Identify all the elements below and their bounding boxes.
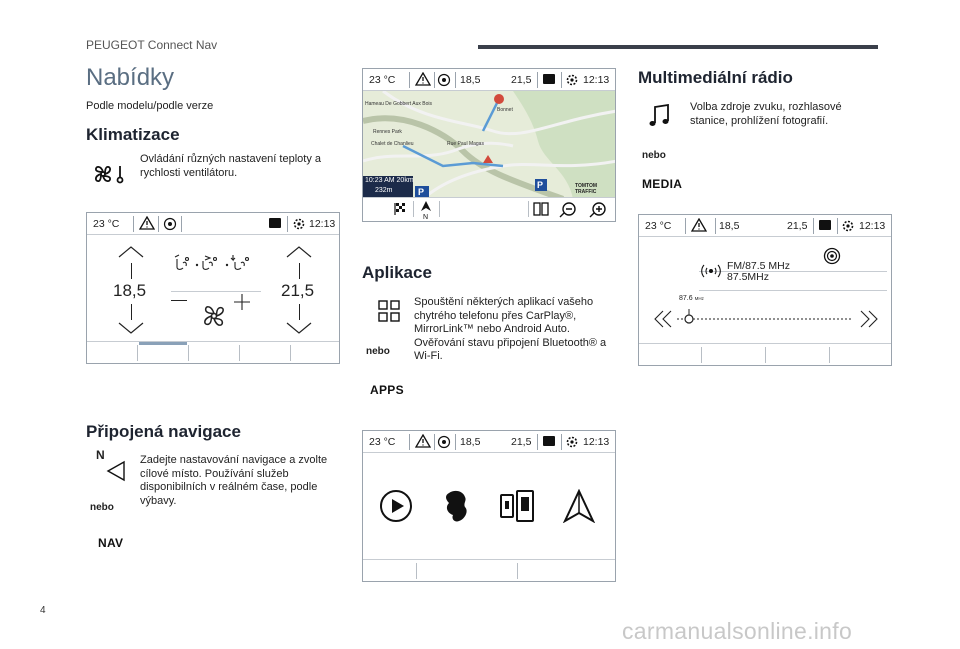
right-temp-value: 21,5 [281, 281, 315, 300]
right-temp-down-icon[interactable] [285, 321, 313, 335]
left-temp-down-icon[interactable] [117, 321, 145, 335]
tuner-bar[interactable] [653, 307, 879, 331]
climate-description: Ovládání různých nastavení teploty a rychlosti ventilátoru. [140, 153, 321, 179]
navigation-description: Zadejte nastavování navigace a zvolte cílové místo. Používání služeb disponibilních v reálném čase, podle výbavy. [140, 454, 328, 507]
map-place: Chalet de Chanlieu [371, 141, 414, 147]
fan-temperature-icon [92, 162, 126, 186]
navigation-heading: Připojená navigace [86, 422, 241, 441]
media-key-label: MEDIA [642, 177, 683, 191]
radio-source-icon[interactable] [823, 247, 841, 265]
svg-text:P: P [418, 187, 425, 197]
station-antenna-icon [701, 261, 721, 281]
warning-icon [415, 434, 431, 448]
radio-screen [638, 214, 892, 366]
radio-footer [639, 343, 891, 365]
phone-icon [268, 217, 282, 229]
map-time: 10:23 AM [365, 177, 395, 184]
tuner-unit: MHz [694, 296, 704, 301]
right-temp: 21,5 [511, 436, 532, 448]
warning-icon [691, 218, 707, 232]
climate-status-bar [87, 213, 339, 235]
apps-grid-icon [378, 300, 400, 322]
clock: 12:13 [583, 436, 610, 448]
station-line-2: 87.5MHz [727, 271, 770, 283]
active-tab-indicator [139, 342, 187, 345]
clock: 12:13 [309, 218, 336, 230]
map-place: Bonnet [497, 107, 513, 113]
left-temp: 18,5 [460, 436, 481, 448]
right-temp-up-icon[interactable] [285, 245, 313, 259]
outside-temp: 23 °C [93, 218, 120, 230]
warning-icon [415, 72, 431, 86]
traffic-brand: TOMTOM TRAFFIC [575, 183, 598, 195]
header-bar [478, 45, 878, 49]
climate-screen [86, 212, 340, 364]
radio-description: Volba zdroje zvuku, rozhlasové stanice, prohlížení fotografií. [690, 101, 842, 127]
navigation-or-label: nebo [90, 502, 114, 513]
left-temp-value: 18,5 [113, 281, 147, 300]
apps-description: Spouštění některých aplikací vašeho chytrého telefonu přes CarPlay®, MirrorLink™ nebo Android Auto. Ověřování stavu připojení Bluetooth® a Wi-Fi. [414, 296, 607, 362]
svg-text:N: N [423, 214, 429, 220]
map-place: Hameau De Gobbert Aux Bois [365, 101, 432, 107]
clock: 12:13 [859, 220, 886, 232]
page-subtitle: Podle modelu/podle verze [86, 100, 214, 112]
apps-heading: Aplikace [362, 263, 432, 282]
zoom-out-icon[interactable] [559, 202, 577, 218]
map-place: Rue Paul Magas [447, 141, 484, 147]
fan-increase-icon[interactable] [233, 293, 251, 311]
phone-icon [542, 73, 556, 85]
airflow-modes-icon[interactable] [171, 253, 263, 273]
phone-projection-icon[interactable] [533, 201, 549, 217]
page-title: Nabídky [86, 64, 175, 91]
station-name [727, 261, 790, 283]
brand-header: PEUGEOT Connect Nav [86, 38, 218, 52]
connected-icon [163, 217, 177, 231]
right-temp: 21,5 [787, 220, 808, 232]
outside-temp: 23 °C [369, 74, 396, 86]
warning-icon [139, 216, 155, 230]
page-number: 4 [40, 605, 46, 616]
connected-icon [437, 73, 451, 87]
map-distance-top: 20km [396, 177, 414, 184]
north-up-icon[interactable] [419, 200, 433, 220]
left-temp: 18,5 [719, 220, 740, 232]
apps-screen [362, 430, 616, 582]
navigation-status-bar [363, 69, 615, 91]
destination-flag-icon[interactable] [393, 202, 407, 216]
left-temp-up-icon[interactable] [117, 245, 145, 259]
peugeot-lion-icon[interactable] [441, 489, 471, 523]
zoom-in-icon[interactable] [589, 202, 607, 218]
connected-icon [437, 435, 451, 449]
radio-or-label: nebo [642, 150, 666, 161]
settings-icon [841, 219, 855, 233]
android-auto-icon[interactable] [563, 489, 595, 523]
left-temp: 18,5 [460, 74, 481, 86]
phone-icon [818, 219, 832, 231]
music-note-icon [648, 104, 670, 128]
climate-heading: Klimatizace [86, 125, 180, 144]
settings-icon [292, 217, 306, 231]
apps-status-bar [363, 431, 615, 453]
climate-footer [87, 341, 339, 363]
tuner-frequency [679, 295, 704, 302]
map-distance: 232m [375, 187, 393, 194]
play-store-icon[interactable] [379, 489, 413, 523]
apps-or-label: nebo [366, 346, 390, 357]
navigation-arrow-icon [104, 460, 126, 482]
mirror-screen-icon[interactable] [499, 489, 535, 523]
svg-text:P: P [537, 180, 544, 190]
outside-temp: 23 °C [645, 220, 672, 232]
map-info-panel [363, 176, 413, 198]
fan-decrease-icon[interactable] [171, 300, 187, 301]
phone-icon [542, 435, 556, 447]
settings-icon [565, 73, 579, 87]
settings-icon [565, 435, 579, 449]
radio-status-bar [639, 215, 891, 237]
navigation-footer [363, 197, 615, 221]
navigation-screen [362, 68, 616, 222]
station-line-1: FM/87.5 MHz [727, 260, 791, 272]
clock: 12:13 [583, 74, 610, 86]
fan-icon [199, 301, 229, 331]
radio-heading: Multimediální rádio [638, 68, 793, 87]
apps-footer [363, 559, 615, 581]
right-temp: 21,5 [511, 74, 532, 86]
nav-key-label: NAV [98, 536, 124, 550]
outside-temp: 23 °C [369, 436, 396, 448]
north-icon: N [96, 448, 105, 462]
watermark: carmanualsonline.info [622, 618, 853, 644]
map-place: Rennes Park [373, 129, 402, 135]
apps-key-label: APPS [370, 383, 404, 397]
tuner-value: 87.6 [679, 295, 693, 302]
